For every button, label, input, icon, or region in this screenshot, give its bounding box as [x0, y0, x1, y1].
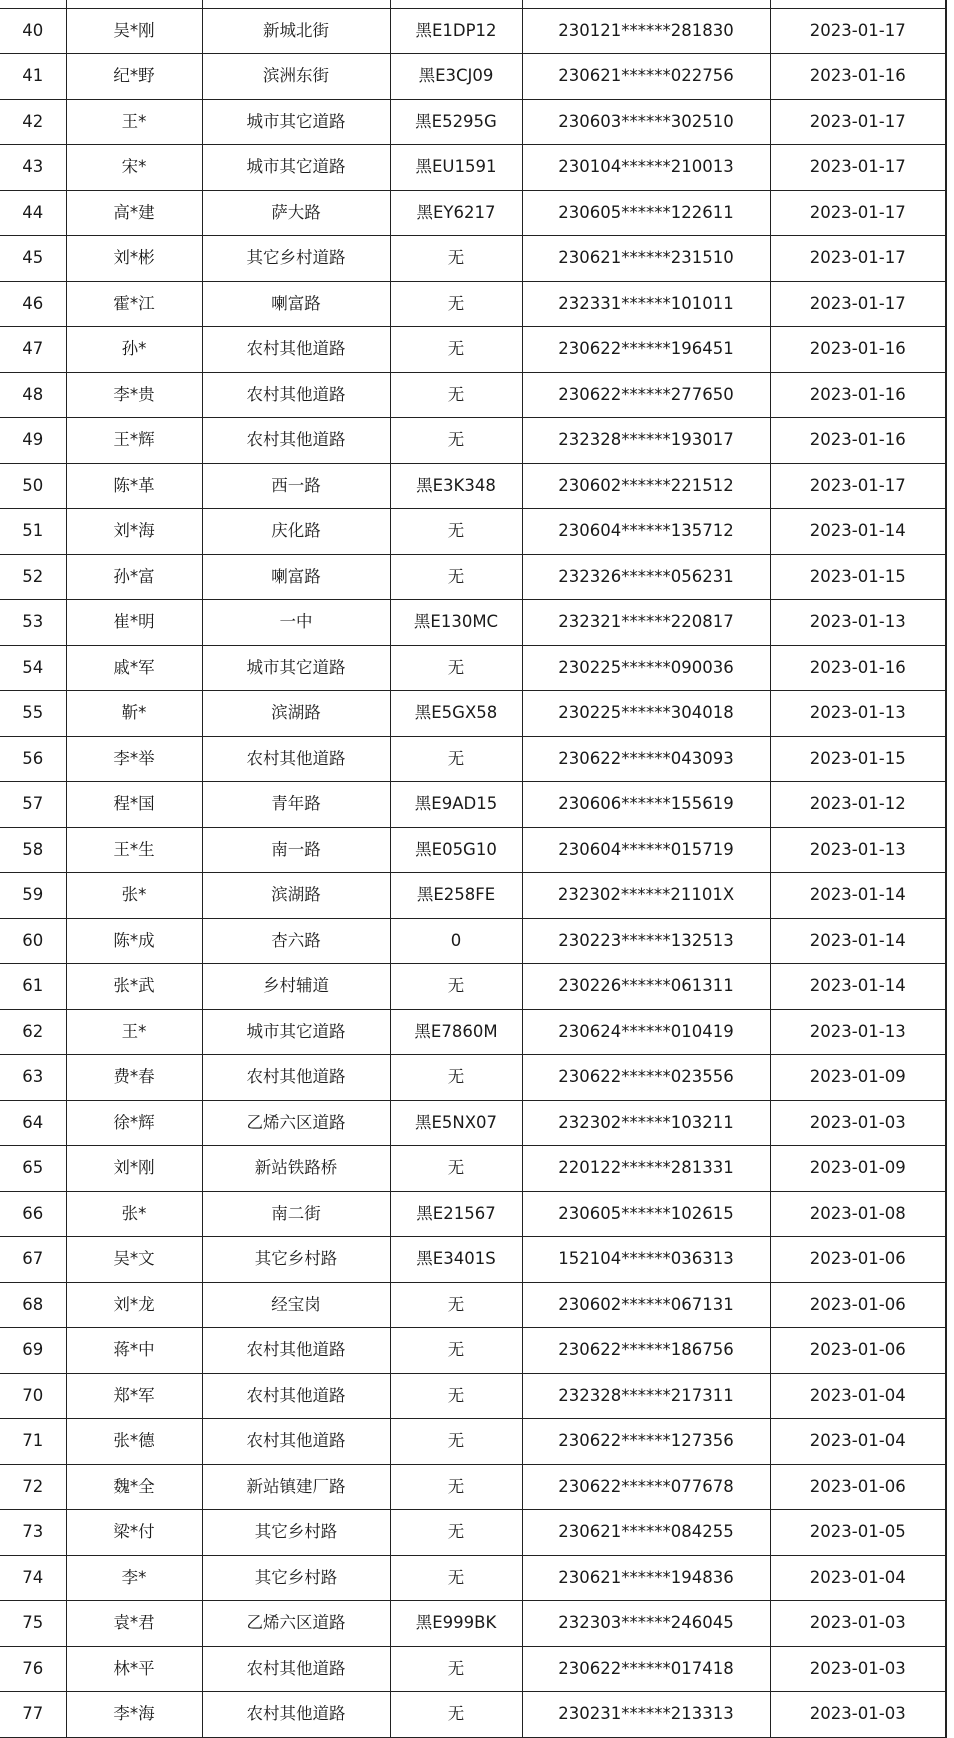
- road-cell: 乡村辅道: [202, 964, 390, 1010]
- name-cell: 戚*军: [66, 645, 202, 691]
- date-cell: 2023-01-16: [770, 54, 946, 100]
- road-cell: 喇富路: [202, 281, 390, 327]
- name-cell: 李*贵: [66, 372, 202, 418]
- name-cell: 魏*全: [66, 1464, 202, 1510]
- date-cell: 2023-01-13: [770, 600, 946, 646]
- date-cell: 2023-01-17: [770, 281, 946, 327]
- road-cell: 滨洲东街: [202, 54, 390, 100]
- road-cell: 农村其他道路: [202, 1419, 390, 1465]
- plate-cell: 黑E999BK: [390, 1601, 522, 1647]
- row-number-cell: 44: [0, 190, 66, 236]
- table-row: [0, 1510, 946, 1556]
- plate-cell: 无: [390, 1555, 522, 1601]
- date-cell: 2023-01-06: [770, 1464, 946, 1510]
- road-cell: 农村其他道路: [202, 327, 390, 373]
- table-row: [0, 1237, 946, 1283]
- plate-cell: 黑E1DP12: [390, 8, 522, 54]
- row-number-cell: 69: [0, 1328, 66, 1374]
- id-number-cell: 230104******210013: [522, 145, 770, 191]
- plate-cell: 黑E3K348: [390, 463, 522, 509]
- row-number-cell: 61: [0, 964, 66, 1010]
- road-cell: 滨湖路: [202, 873, 390, 919]
- road-cell: 农村其他道路: [202, 736, 390, 782]
- date-cell: 2023-01-05: [770, 1510, 946, 1556]
- id-number-cell: 232326******056231: [522, 554, 770, 600]
- row-number-cell: 55: [0, 691, 66, 737]
- date-cell: 2023-01-16: [770, 372, 946, 418]
- road-cell: 经宝岗: [202, 1282, 390, 1328]
- date-cell: 2023-01-12: [770, 782, 946, 828]
- id-number-cell: 230605******122611: [522, 190, 770, 236]
- table-row: [0, 1282, 946, 1328]
- table-row: [0, 1464, 946, 1510]
- table-row: [0, 418, 946, 464]
- plate-cell: 黑EU1591: [390, 145, 522, 191]
- date-cell: 2023-01-17: [770, 463, 946, 509]
- table-row: [0, 99, 946, 145]
- table-row: [0, 1146, 946, 1192]
- row-number-cell: 60: [0, 918, 66, 964]
- plate-cell: 无: [390, 1646, 522, 1692]
- table-row: [0, 964, 946, 1010]
- table-row: [0, 0, 946, 8]
- road-cell: 农村其他道路: [202, 1055, 390, 1101]
- plate-cell: 黑E3401S: [390, 1237, 522, 1283]
- road-cell: 乙烯六区道路: [202, 1601, 390, 1647]
- row-number-cell: 42: [0, 99, 66, 145]
- road-cell: 南一路: [202, 827, 390, 873]
- row-number-cell: 57: [0, 782, 66, 828]
- name-cell: 孙*富: [66, 554, 202, 600]
- plate-cell: 无: [390, 1055, 522, 1101]
- id-number-cell: 230605******102615: [522, 1191, 770, 1237]
- plate-cell: 无: [390, 1692, 522, 1738]
- road-cell: 农村其他道路: [202, 1373, 390, 1419]
- road-cell: 农村其他道路: [202, 418, 390, 464]
- name-cell: 刘*海: [66, 509, 202, 555]
- table-row: [0, 54, 946, 100]
- name-cell: 吴*文: [66, 1237, 202, 1283]
- name-cell: 张*德: [66, 1419, 202, 1465]
- id-number-cell: 230121******281830: [522, 8, 770, 54]
- date-cell: 2023-01-14: [770, 509, 946, 555]
- road-cell: 新城北街: [202, 8, 390, 54]
- row-number-cell: 76: [0, 1646, 66, 1692]
- table-row: [0, 1328, 946, 1374]
- row-number-cell: 74: [0, 1555, 66, 1601]
- id-number-cell: 220122******281331: [522, 1146, 770, 1192]
- table-row: [0, 1555, 946, 1601]
- id-number-cell: 232321******220817: [522, 600, 770, 646]
- name-cell: 纪*野: [66, 54, 202, 100]
- name-cell: 李*举: [66, 736, 202, 782]
- row-number-cell: 52: [0, 554, 66, 600]
- name-cell: 王*: [66, 99, 202, 145]
- name-cell: 霍*江: [66, 281, 202, 327]
- table-row: [0, 600, 946, 646]
- table-row: [0, 8, 946, 54]
- road-cell: 农村其他道路: [202, 1692, 390, 1738]
- date-cell: 2023-01-04: [770, 1419, 946, 1465]
- road-cell: 其它乡村路: [202, 1237, 390, 1283]
- road-cell: 一中: [202, 600, 390, 646]
- row-number-cell: 72: [0, 1464, 66, 1510]
- row-number-cell: 64: [0, 1100, 66, 1146]
- plate-cell: 无: [390, 1464, 522, 1510]
- name-cell: 刘*龙: [66, 1282, 202, 1328]
- road-cell: 城市其它道路: [202, 645, 390, 691]
- name-cell: 刘*刚: [66, 1146, 202, 1192]
- road-cell: 杏六路: [202, 918, 390, 964]
- row-number-cell: 71: [0, 1419, 66, 1465]
- row-number-cell: 50: [0, 463, 66, 509]
- id-number-cell: 230621******022756: [522, 54, 770, 100]
- name-cell: 宋*: [66, 145, 202, 191]
- name-cell: 高*建: [66, 190, 202, 236]
- name-cell: 王*生: [66, 827, 202, 873]
- name-cell: [66, 0, 202, 8]
- date-cell: 2023-01-13: [770, 827, 946, 873]
- name-cell: 王*辉: [66, 418, 202, 464]
- table-row: [0, 873, 946, 919]
- plate-cell: 无: [390, 372, 522, 418]
- row-number-cell: 40: [0, 8, 66, 54]
- id-number-cell: 230622******196451: [522, 327, 770, 373]
- plate-cell: 无: [390, 327, 522, 373]
- table-row: [0, 645, 946, 691]
- id-number-cell: 230602******067131: [522, 1282, 770, 1328]
- date-cell: 2023-01-17: [770, 190, 946, 236]
- plate-cell: 无: [390, 509, 522, 555]
- table-row: [0, 1191, 946, 1237]
- id-number-cell: 230622******186756: [522, 1328, 770, 1374]
- plate-cell: 黑E05G10: [390, 827, 522, 873]
- name-cell: 梁*付: [66, 1510, 202, 1556]
- row-number-cell: 67: [0, 1237, 66, 1283]
- plate-cell: 黑E5NX07: [390, 1100, 522, 1146]
- name-cell: 张*: [66, 873, 202, 919]
- id-number-cell: 152104******036313: [522, 1237, 770, 1283]
- plate-cell: 0: [390, 918, 522, 964]
- row-number-cell: [0, 0, 66, 8]
- table-row: [0, 463, 946, 509]
- name-cell: 袁*君: [66, 1601, 202, 1647]
- id-number-cell: 230223******132513: [522, 918, 770, 964]
- date-cell: 2023-01-14: [770, 964, 946, 1010]
- row-number-cell: 45: [0, 236, 66, 282]
- id-number-cell: 230621******231510: [522, 236, 770, 282]
- name-cell: 陈*革: [66, 463, 202, 509]
- name-cell: 张*: [66, 1191, 202, 1237]
- id-number-cell: 230622******127356: [522, 1419, 770, 1465]
- plate-cell: [390, 0, 522, 8]
- plate-cell: 黑E5GX58: [390, 691, 522, 737]
- id-number-cell: 232303******246045: [522, 1601, 770, 1647]
- plate-cell: 无: [390, 1373, 522, 1419]
- road-cell: 庆化路: [202, 509, 390, 555]
- date-cell: 2023-01-16: [770, 645, 946, 691]
- row-number-cell: 62: [0, 1009, 66, 1055]
- table-row: [0, 281, 946, 327]
- table-row: [0, 1601, 946, 1647]
- road-cell: 南二街: [202, 1191, 390, 1237]
- row-number-cell: 77: [0, 1692, 66, 1738]
- plate-cell: 无: [390, 736, 522, 782]
- date-cell: 2023-01-13: [770, 1009, 946, 1055]
- date-cell: 2023-01-16: [770, 418, 946, 464]
- date-cell: 2023-01-03: [770, 1646, 946, 1692]
- plate-cell: 黑EY6217: [390, 190, 522, 236]
- id-number-cell: 232302******21101X: [522, 873, 770, 919]
- name-cell: 靳*: [66, 691, 202, 737]
- road-cell: 新站铁路桥: [202, 1146, 390, 1192]
- date-cell: 2023-01-14: [770, 873, 946, 919]
- date-cell: 2023-01-03: [770, 1100, 946, 1146]
- plate-cell: 黑E130MC: [390, 600, 522, 646]
- row-number-cell: 59: [0, 873, 66, 919]
- road-cell: 其它乡村路: [202, 1555, 390, 1601]
- road-cell: [202, 0, 390, 8]
- row-number-cell: 75: [0, 1601, 66, 1647]
- date-cell: 2023-01-15: [770, 554, 946, 600]
- table-row: [0, 827, 946, 873]
- id-number-cell: 230603******302510: [522, 99, 770, 145]
- road-cell: 其它乡村道路: [202, 236, 390, 282]
- table-row: [0, 736, 946, 782]
- name-cell: 费*春: [66, 1055, 202, 1101]
- table-row: [0, 145, 946, 191]
- road-cell: 喇富路: [202, 554, 390, 600]
- plate-cell: 无: [390, 1419, 522, 1465]
- id-number-cell: 230604******135712: [522, 509, 770, 555]
- date-cell: 2023-01-09: [770, 1146, 946, 1192]
- road-cell: 西一路: [202, 463, 390, 509]
- plate-cell: 无: [390, 1282, 522, 1328]
- date-cell: 2023-01-06: [770, 1282, 946, 1328]
- row-number-cell: 63: [0, 1055, 66, 1101]
- row-number-cell: 68: [0, 1282, 66, 1328]
- id-number-cell: [522, 0, 770, 8]
- date-cell: 2023-01-17: [770, 236, 946, 282]
- row-number-cell: 66: [0, 1191, 66, 1237]
- plate-cell: 无: [390, 554, 522, 600]
- plate-cell: 无: [390, 236, 522, 282]
- date-cell: 2023-01-09: [770, 1055, 946, 1101]
- row-number-cell: 51: [0, 509, 66, 555]
- name-cell: 程*国: [66, 782, 202, 828]
- road-cell: 城市其它道路: [202, 145, 390, 191]
- id-number-cell: 230622******043093: [522, 736, 770, 782]
- date-cell: 2023-01-03: [770, 1692, 946, 1738]
- name-cell: 孙*: [66, 327, 202, 373]
- row-number-cell: 56: [0, 736, 66, 782]
- table-row: [0, 1055, 946, 1101]
- plate-cell: 黑E21567: [390, 1191, 522, 1237]
- plate-cell: 无: [390, 418, 522, 464]
- table-row: [0, 1692, 946, 1738]
- table-row: [0, 327, 946, 373]
- table-row: [0, 691, 946, 737]
- row-number-cell: 73: [0, 1510, 66, 1556]
- date-cell: 2023-01-17: [770, 99, 946, 145]
- row-number-cell: 65: [0, 1146, 66, 1192]
- plate-cell: 无: [390, 1146, 522, 1192]
- date-cell: 2023-01-06: [770, 1328, 946, 1374]
- row-number-cell: 48: [0, 372, 66, 418]
- table-row: [0, 236, 946, 282]
- date-cell: 2023-01-17: [770, 145, 946, 191]
- date-cell: 2023-01-08: [770, 1191, 946, 1237]
- plate-cell: 黑E258FE: [390, 873, 522, 919]
- table-row: [0, 1009, 946, 1055]
- name-cell: 林*平: [66, 1646, 202, 1692]
- id-number-cell: 232302******103211: [522, 1100, 770, 1146]
- id-number-cell: 230622******077678: [522, 1464, 770, 1510]
- date-cell: [770, 0, 946, 8]
- road-cell: 新站镇建厂路: [202, 1464, 390, 1510]
- id-number-cell: 230622******017418: [522, 1646, 770, 1692]
- date-cell: 2023-01-16: [770, 327, 946, 373]
- row-number-cell: 54: [0, 645, 66, 691]
- name-cell: 蒋*中: [66, 1328, 202, 1374]
- plate-cell: 无: [390, 1328, 522, 1374]
- name-cell: 崔*明: [66, 600, 202, 646]
- id-number-cell: 230622******277650: [522, 372, 770, 418]
- id-number-cell: 230622******023556: [522, 1055, 770, 1101]
- table-row: [0, 1100, 946, 1146]
- name-cell: 李*: [66, 1555, 202, 1601]
- row-number-cell: 49: [0, 418, 66, 464]
- id-number-cell: 232328******217311: [522, 1373, 770, 1419]
- id-number-cell: 230621******194836: [522, 1555, 770, 1601]
- row-number-cell: 46: [0, 281, 66, 327]
- table-row: [0, 1646, 946, 1692]
- name-cell: 李*海: [66, 1692, 202, 1738]
- id-number-cell: 230606******155619: [522, 782, 770, 828]
- id-number-cell: 230604******015719: [522, 827, 770, 873]
- date-cell: 2023-01-14: [770, 918, 946, 964]
- id-number-cell: 230226******061311: [522, 964, 770, 1010]
- plate-cell: 无: [390, 964, 522, 1010]
- date-cell: 2023-01-06: [770, 1237, 946, 1283]
- name-cell: 郑*军: [66, 1373, 202, 1419]
- table-row: [0, 509, 946, 555]
- date-cell: 2023-01-04: [770, 1555, 946, 1601]
- id-number-cell: 230225******304018: [522, 691, 770, 737]
- plate-cell: 黑E3CJ09: [390, 54, 522, 100]
- row-number-cell: 47: [0, 327, 66, 373]
- table-row: [0, 1373, 946, 1419]
- road-cell: 乙烯六区道路: [202, 1100, 390, 1146]
- id-number-cell: 230225******090036: [522, 645, 770, 691]
- road-cell: 农村其他道路: [202, 372, 390, 418]
- id-number-cell: 232331******101011: [522, 281, 770, 327]
- plate-cell: 黑E7860M: [390, 1009, 522, 1055]
- name-cell: 刘*彬: [66, 236, 202, 282]
- road-cell: 青年路: [202, 782, 390, 828]
- row-number-cell: 70: [0, 1373, 66, 1419]
- row-number-cell: 43: [0, 145, 66, 191]
- date-cell: 2023-01-03: [770, 1601, 946, 1647]
- name-cell: 张*武: [66, 964, 202, 1010]
- road-cell: 城市其它道路: [202, 99, 390, 145]
- name-cell: 徐*辉: [66, 1100, 202, 1146]
- table-row: [0, 918, 946, 964]
- plate-cell: 黑E9AD15: [390, 782, 522, 828]
- road-cell: 城市其它道路: [202, 1009, 390, 1055]
- plate-cell: 黑E5295G: [390, 99, 522, 145]
- road-cell: 农村其他道路: [202, 1646, 390, 1692]
- name-cell: 王*: [66, 1009, 202, 1055]
- table-row: [0, 782, 946, 828]
- plate-cell: 无: [390, 1510, 522, 1556]
- table-row: [0, 372, 946, 418]
- table-row: [0, 1419, 946, 1465]
- date-cell: 2023-01-15: [770, 736, 946, 782]
- row-number-cell: 58: [0, 827, 66, 873]
- date-cell: 2023-01-13: [770, 691, 946, 737]
- road-cell: 农村其他道路: [202, 1328, 390, 1374]
- id-number-cell: 230621******084255: [522, 1510, 770, 1556]
- road-cell: 滨湖路: [202, 691, 390, 737]
- date-cell: 2023-01-04: [770, 1373, 946, 1419]
- row-number-cell: 53: [0, 600, 66, 646]
- road-cell: 萨大路: [202, 190, 390, 236]
- id-number-cell: 230231******213313: [522, 1692, 770, 1738]
- date-cell: 2023-01-17: [770, 8, 946, 54]
- name-cell: 陈*成: [66, 918, 202, 964]
- table-row: [0, 554, 946, 600]
- plate-cell: 无: [390, 281, 522, 327]
- id-number-cell: 232328******193017: [522, 418, 770, 464]
- plate-cell: 无: [390, 645, 522, 691]
- id-number-cell: 230602******221512: [522, 463, 770, 509]
- id-number-cell: 230624******010419: [522, 1009, 770, 1055]
- table-row: [0, 190, 946, 236]
- name-cell: 吴*刚: [66, 8, 202, 54]
- road-cell: 其它乡村路: [202, 1510, 390, 1556]
- row-number-cell: 41: [0, 54, 66, 100]
